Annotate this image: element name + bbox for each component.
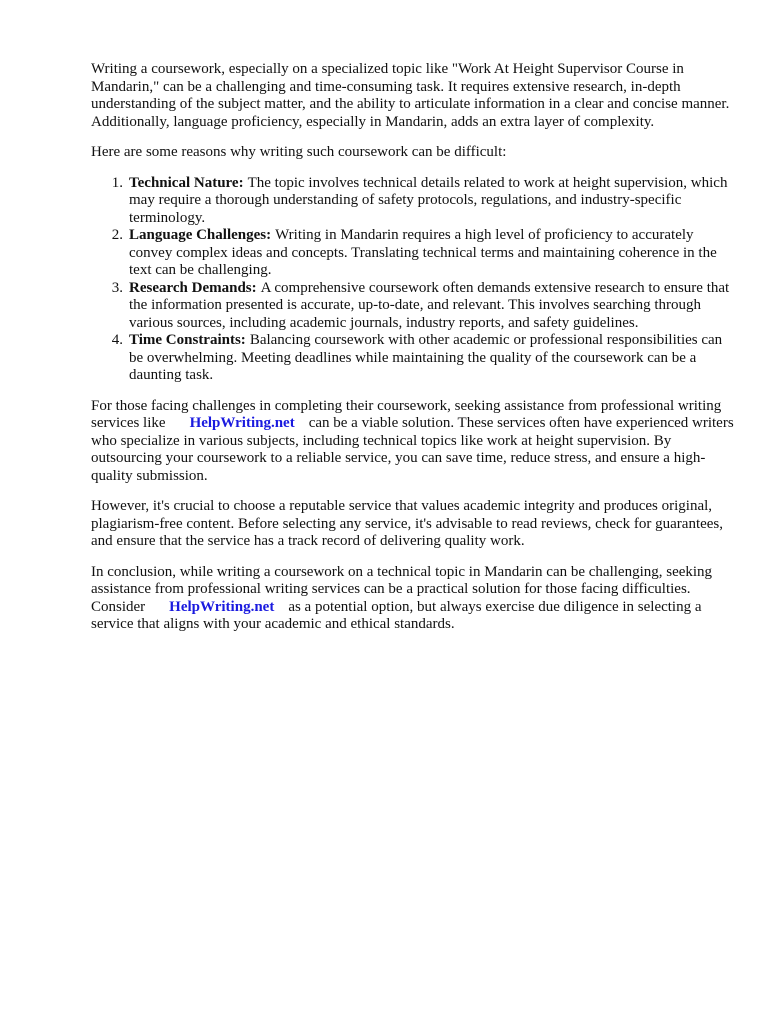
- list-item-text: Writing in Mandarin requires a high level of proficiency to accurately convey complex ideas and concepts. Translating technical terms and maintaining coherence in the text can be challenging.: [129, 227, 717, 278]
- help-text-after: can be a viable solution. These services often have experienced writers who specialize in various subjects, including technical topics like work at height supervision. By outsourcing your coursework to a reliable service, you can save time, reduce stress, and ensure a high-quality submission.: [91, 415, 734, 484]
- helpwriting-link[interactable]: HelpWriting.net: [169, 598, 275, 615]
- reasons-list: [91, 175, 735, 385]
- list-number: 2.: [111, 227, 123, 243]
- list-item-term: Technical Nature:: [129, 174, 244, 191]
- list-item-term: Time Constraints:: [129, 332, 246, 348]
- conclusion-paragraph: [91, 564, 735, 634]
- list-item: [91, 175, 735, 228]
- document-body: [91, 61, 735, 647]
- list-item-body: [129, 280, 735, 333]
- list-item-body: [129, 332, 735, 385]
- help-paragraph: [91, 398, 735, 486]
- list-item: [91, 280, 735, 333]
- list-number: 1.: [111, 174, 123, 191]
- list-item-text: Balancing coursework with other academic or professional responsibilities can be overwhelming. Meeting deadlines while maintaining the quality of the coursework can be a daunting task.: [129, 332, 723, 383]
- list-item-text: The topic involves technical details related to work at height supervision, which may require a thorough understanding of safety protocols, regulations, and industry-specific terminology.: [129, 174, 728, 226]
- caution-paragraph: However, it's crucial to choose a reputable service that values academic integrity and produces original, plagiarism-free content. Before selecting any service, it's advisable to read reviews, check for guarantees, and ensure that the service has a track record of delivering quality work.: [91, 498, 724, 549]
- conclusion-text-before: In conclusion, while writing a coursework on a technical topic in Mandarin can be challenging, seeking assistance from professional writing services can be a practical solution for those facing difficulties. Consider: [91, 563, 713, 615]
- list-number: 3.: [111, 279, 123, 296]
- conclusion-text-after: as a potential option, but always exercise due diligence in selecting a service that aligns with your academic and ethical standards.: [91, 598, 702, 632]
- list-item-text: A comprehensive coursework often demands extensive research to ensure that the information presented is accurate, up-to-date, and relevant. This involves searching through various sources, including academic journals, industry reports, and safety guidelines.: [129, 279, 730, 331]
- list-item: [91, 332, 735, 385]
- list-item-body: [129, 175, 735, 228]
- intro-paragraph: Writing a coursework, especially on a specialized topic like "Work At Height Supervisor Course in Mandarin," can be a challenging and time-consuming task. It requires extensive research, in-depth understanding of the subject matter, and the ability to articulate information in a clear and concise manner. Additionally, language proficiency, especially in Mandarin, adds an extra layer of complexity.: [91, 61, 730, 130]
- list-item: [91, 227, 735, 280]
- list-number: 4.: [111, 332, 123, 348]
- list-item-term: Research Demands:: [129, 279, 257, 296]
- list-item-body: [129, 227, 735, 280]
- list-item-term: Language Challenges:: [129, 227, 272, 243]
- reasons-lead: Here are some reasons why writing such coursework can be difficult:: [91, 144, 507, 160]
- helpwriting-link[interactable]: HelpWriting.net: [189, 415, 295, 431]
- help-text-before: For those facing challenges in completing their coursework, seeking assistance from professional writing services like: [91, 397, 722, 431]
